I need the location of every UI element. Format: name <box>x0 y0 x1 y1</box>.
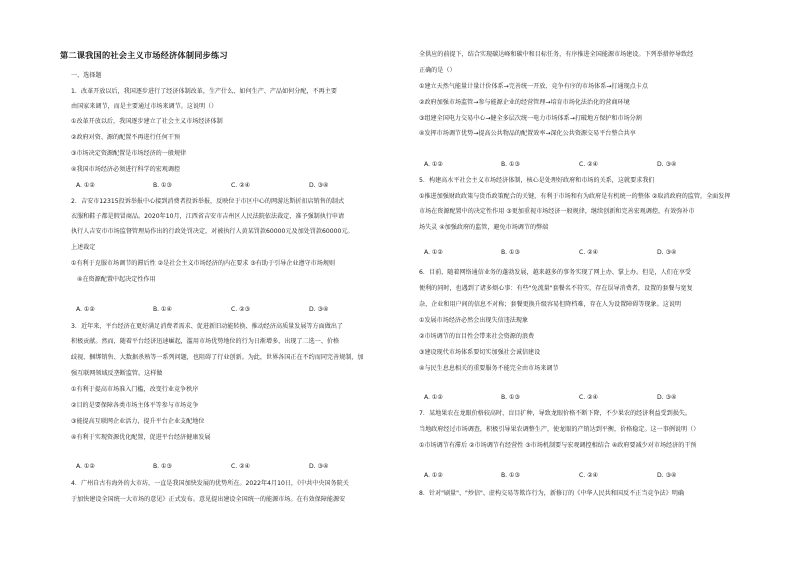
question-6-statement: ①发展市场经济必然会出现失信违法现象 <box>419 317 529 324</box>
question-3-statement: ③能提高互联网企业活力，提升平台企业支配地位 <box>71 418 205 425</box>
question-1-statement: ②政府对资、源的配置不再进行任何干预 <box>71 134 181 141</box>
option-a[interactable]: A. ①② <box>76 182 95 189</box>
option-b[interactable]: B. ①③ <box>501 472 520 479</box>
right-column <box>419 0 749 562</box>
question-1-stem: 由国家来调节，而是主要通过市场来调节。这说明（） <box>71 103 218 110</box>
question-1-statement: ④我国市场经济必须进行科学的宏观调控 <box>71 166 181 173</box>
option-b[interactable]: B. ①③ <box>501 394 520 401</box>
option-d[interactable]: D. ③④ <box>309 182 329 189</box>
option-d[interactable]: D. ③④ <box>309 306 329 313</box>
question-3-statement: ④有利于实现资源优化配置，促进平台经济健康发展 <box>71 434 211 441</box>
question-7-stem: 7．某地果农在龙眼价格较高时，盲目扩种，导致龙眼价格不断下降，不少果农的经济利益受到损失。 <box>419 410 692 417</box>
question-4-stem: 4．广州自古有海外的大市坊，一直是我国加快发展的优势所在。2022年4月10日，《中共中央国务院关 <box>71 480 349 487</box>
question-7-statement: ①市场调节有滞后 ②市场调节有经营性 ③市场机制要与宏观调控相结合 ④政府要减少对市场经济的干预 <box>419 442 697 449</box>
question-3-statement: ②目的是要保障各类市场主体平等参与市场竞争 <box>71 402 199 409</box>
question-3-statement: ①有利于提高市场准入门槛，改变行业竞争秩序 <box>71 386 199 393</box>
option-b[interactable]: B. ①③ <box>501 249 520 256</box>
option-d[interactable]: D. ③④ <box>657 249 677 256</box>
question-1-stem: 1．改革开放以后，我国逐步进行了经济体制改革，生产什么、如何生产、产品如何分配，不再主要 <box>71 88 337 95</box>
option-a[interactable]: A. ①② <box>424 472 443 479</box>
option-c[interactable]: C. ②④ <box>579 394 599 401</box>
section-heading: 一、选择题 <box>71 72 102 79</box>
option-c[interactable]: C. ②④ <box>231 182 251 189</box>
question-2-stem: 2．吉安市12315投诉举报中心接到消费者投诉举报，反映位于市区中心的网游达斯折扣店销售的制式 <box>71 198 345 205</box>
option-a[interactable]: A. ①② <box>76 306 95 313</box>
question-6-statement: ②市场调节的盲目性会带来社会资源的浪费 <box>419 333 535 340</box>
option-d[interactable]: D. ③④ <box>657 472 677 479</box>
question-5-statement: ①推进加强财政政策与货币政策配合的关键，有利于市场和有为政府是有机统一的整体 ②取消政府的监管，全面发挥 <box>419 193 731 200</box>
question-5-statement: 市场在资源配置中的决定性作用 ③更加重视市场经济一般规律，继续创新和完善宏观调控，有效弥补市 <box>419 208 695 215</box>
question-2-stem: 执行人吉安市市场监督管理局作出的行政处罚决定，对被执行人黄某罚款60000元及加处罚款60000元。 <box>71 228 354 235</box>
option-d[interactable]: D. ③④ <box>657 161 677 168</box>
option-a[interactable]: A. ①② <box>424 161 443 168</box>
question-3-stem: 歧视、捆绑销售、大数据杀熟等一系列问题，也阻碍了行业创新。为此，世界各国正在不约而同完善规制，加 <box>71 354 364 361</box>
question-3-stem: 积极贡献。然而，随着平台经济迅速崛起，滥用市场优势地位的行为日渐增多，出现了二选一、价格 <box>71 338 340 345</box>
question-1-statement: ③市场决定资源配置是市场经济的一般规律 <box>71 150 187 157</box>
question-5-stem: 5．构建高水平社会主义市场经济体制，核心是处理好政府和市场的关系，这就要求我们 <box>419 177 655 184</box>
question-6-stem: 6．目前，随着网络通信业务的蓬勃发展，越来越多的事务实现了网上办、掌上办。但是，人们在享受 <box>419 269 692 276</box>
option-b[interactable]: B. ①③ <box>153 182 172 189</box>
question-2-stem: 衣服和鞋子都是假冒商品。2020年10月，江西省吉安市吉州区人民法院依法裁定，准予强制执行申请 <box>71 213 345 220</box>
option-c[interactable]: C. ②④ <box>579 161 599 168</box>
question-4-statement: ④发挥市场调节优势→提高公共物品的配置效率→深化公共资源交易平台整合共享 <box>419 130 636 137</box>
question-6-stem: 便利的同时，也遇到了诸多烦心事：有些"免流量"套餐名不符实，存在误导消费者，设置的套餐与宽复 <box>419 285 693 292</box>
option-a[interactable]: A. ①② <box>76 463 95 470</box>
question-2-stem: 上述裁定 <box>71 244 96 251</box>
question-6-statement: ③建设现代市场体系要切实加强社会诚信建设 <box>419 349 541 356</box>
option-a[interactable]: A. ①② <box>424 394 443 401</box>
question-6-statement: ④与民生息息相关的重要服务不能完全由市场来调节 <box>419 365 559 372</box>
question-6-stem: 杂，企业和用户间的信息不对称；套餐更换升级容易但降档难，存在人为设置障碍等现象。这说明 <box>419 301 682 308</box>
question-4-stem: 全供应的前提下，结合实现碳达峰和碳中和目标任务，有序推进全国能源市场建设。下列举措停导致经 <box>419 51 694 58</box>
question-4-stem: 正确的是（） <box>419 67 456 74</box>
question-4-stem: 于加快建设全国统一大市场的意见》正式发布。意见提出建设全国统一的能源市场。在有效保障能源安 <box>71 496 346 503</box>
question-3-stem: 3．近年来，平台经济在更好满足消费者需求、促进新旧动能转换、推动经济高质量发展等方面做出了 <box>71 323 344 330</box>
question-7-stem: 当地政府经过市场调查，积极引导果农调整生产，使龙眼的产销达到平衡，价格稳定。这一事例说明（） <box>419 426 700 433</box>
question-3-stem: 强互联网领域反垄断监管。这样做 <box>71 370 163 377</box>
option-c[interactable]: C. ②④ <box>231 463 251 470</box>
option-b[interactable]: B. ①④ <box>153 306 172 313</box>
question-2-statement: ④在资源配置中起决定性作用 <box>77 276 156 283</box>
question-2-statement: ①有利于克服市场调节的滞后性 ②是社会主义市场经济的内在要求 ③有助于引导企业遵守市场规则 <box>71 260 336 267</box>
option-c[interactable]: C. ②④ <box>579 472 599 479</box>
option-c[interactable]: C. ②④ <box>579 249 599 256</box>
left-column <box>71 0 397 562</box>
option-d[interactable]: D. ③④ <box>657 394 677 401</box>
page-title: 第二课我国的社会主义市场经济体制同步练习 <box>60 50 228 60</box>
option-c[interactable]: C. ②③ <box>231 306 251 313</box>
option-b[interactable]: B. ①③ <box>153 463 172 470</box>
question-8-stem: 8．针对"刷量"、"炒信"、虚构交易等欺诈行为，新修订的《中华人民共和国反不正当竞争法》明确 <box>419 490 684 497</box>
question-1-statement: ①改革开放以后，我国逐步建立了社会主义市场经济体制 <box>71 118 223 125</box>
question-4-statement: ③组建全国电力交易中心→健全多层次统一电力市场体系→打破地方保护和市场分割 <box>419 115 642 122</box>
question-4-statement: ①建立天然气能量计量计价体系→完善统一开放、竞争有序的市场体系→打通现点卡点 <box>419 83 648 90</box>
option-a[interactable]: A. ①② <box>424 249 443 256</box>
question-4-statement: ②政府加强市场监管→参与能源企业的经营管理→培育市场化法治化的营商环境 <box>419 99 630 106</box>
option-d[interactable]: D. ③④ <box>309 463 329 470</box>
question-5-statement: 场失灵 ④加强政府的监管，避免市场调节的弊端 <box>419 224 549 231</box>
option-b[interactable]: B. ①③ <box>501 161 520 168</box>
